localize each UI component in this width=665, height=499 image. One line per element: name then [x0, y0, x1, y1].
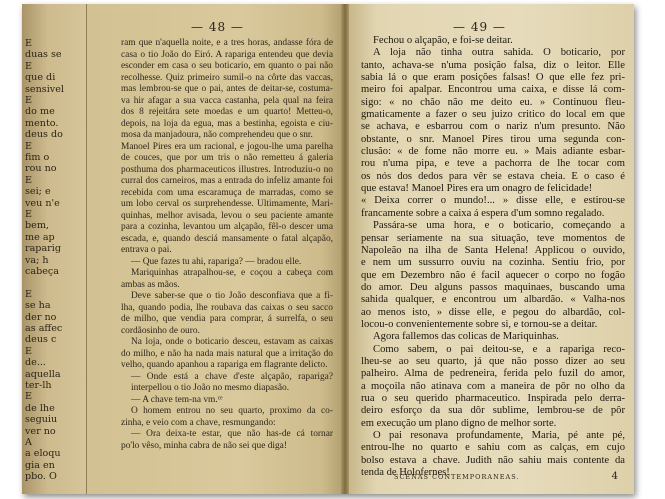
text-line: e nem um sussurro ouviu na cozinha. Sentiu frio, por — [361, 257, 625, 269]
text-line: Como sabem, o pai deitou-se, e a rapariga reco- — [373, 343, 625, 355]
text-line: — Que fazes tu ahi, rapariga? — bradou elle. — [131, 256, 302, 267]
text-line: Deve saber-se que o tio João desconfiava que a fi- — [131, 291, 333, 301]
previous-page-line: deus c — [25, 334, 57, 346]
text-line: quinhas, melhor avisada, levou o seu paciente amante — [121, 210, 333, 221]
previous-page-line: E — [25, 288, 33, 300]
text-line: casa o tio João do Eiró. A rapariga entendeu que devia — [121, 49, 333, 60]
previous-page-line: E — [25, 391, 33, 403]
text-line: rua o seu querido pharmaceutico. Inspirada pelo derra- — [361, 392, 625, 404]
page-footer — [394, 473, 619, 481]
text-line: deiro esforço da sua dôr sublime, lembrou-se de pôr — [361, 405, 625, 417]
text-line: se achava, e esbarrou com o nariz n'um presunto. Não — [361, 121, 625, 133]
previous-page-line: ver no — [25, 425, 56, 437]
text-line: Na loja, onde o boticario desceu, estavam as caixas — [131, 337, 333, 347]
previous-page-edge — [22, 4, 86, 494]
previous-page-line: me ap — [25, 231, 55, 243]
previous-page-line: E — [25, 60, 33, 72]
text-line: posthuma dos pharmaceuticos illustres. Introduziu-o no — [121, 164, 333, 175]
previous-page-line: E — [25, 140, 33, 152]
text-line: ambas as mãos. — [121, 279, 180, 290]
previous-page-line: va; h — [25, 254, 49, 266]
previous-page-line: deus do — [25, 129, 63, 141]
previous-page-line: a eloqu — [25, 448, 61, 460]
previous-page-line: cabeça — [25, 266, 60, 277]
text-line: a moçoila não atinava com a maneira de pôr no olho da — [361, 380, 625, 392]
previous-page-line: rou no — [25, 163, 57, 175]
text-line: de milho, que vendia para comprar, á surrelfa, o seu — [121, 314, 333, 324]
right-page-text — [361, 35, 625, 479]
text-line: po'lo vêso, minha cabra de não sei que diga! — [121, 440, 287, 451]
text-line: recebida com uma escaramuça de marradas, como se — [121, 187, 333, 198]
previous-page-line: E — [25, 209, 33, 220]
page-number: — 49 — — [453, 20, 506, 34]
text-line: esconder em casa o seu boticario, em quanto o pai não — [121, 61, 333, 71]
text-line: para a cozinha, levantou um alçapão, fêl-o descer uma — [121, 222, 333, 232]
previous-page-line: do me — [25, 106, 55, 118]
text-line: obstante, o snr. Manoel Pires tirou uma segunda con- — [361, 133, 625, 145]
previous-page-line: gia en — [25, 459, 55, 471]
text-line: A loja não tinha outra sahida. O boticario, por — [373, 47, 625, 59]
previous-page-line: sensivel — [25, 83, 64, 95]
text-line: locou-o convenientemente sobre si, e tornou-se a deitar. — [361, 318, 598, 330]
book-spread — [22, 4, 634, 494]
footer-label: SCENAS CONTEMPORANEAS. — [394, 473, 520, 481]
text-line: um lobo cerval os surprehendesse. Ultimamente, Mari- — [121, 199, 333, 209]
previous-page-line: que di — [25, 72, 56, 84]
text-line: dos 8 rejeitára sete moedas e um quarto! Metteu-o, — [121, 107, 333, 117]
previous-page-line: de... — [25, 357, 46, 369]
book-gutter — [341, 4, 349, 494]
text-line: sahida qualquer, e encontrou um albardão. « Valha-nos — [361, 294, 625, 306]
text-line: curral dos carneiros, mas a entrada do infeliz amante foi — [121, 176, 333, 186]
text-line: clusão: « de fome não morre eu. » Mais adiante esbar- — [361, 146, 625, 158]
previous-page-line: as affec — [25, 323, 63, 334]
previous-page-line: fim o — [25, 152, 50, 163]
previous-page-line: de lhe — [25, 402, 55, 414]
text-line: palheiro. Alma de pedreneira, ferida pelo fuzil do amor, — [361, 368, 625, 380]
text-line: « Deixa correr o mundo!... » disse elle, e estirou-se — [361, 195, 625, 207]
text-line: em execução um plano digno de melhor sorte. — [361, 417, 557, 429]
text-line: ram que n'aquella noite, e a tres horas, andasse fóra de — [121, 38, 333, 48]
text-line: que estava! Manoel Pires era um onagro de felicidade! — [361, 183, 593, 195]
previous-page-line: A — [25, 437, 32, 448]
previous-page-line: E — [25, 345, 33, 357]
text-line: Passára-se uma hora, e o boticario, começando a — [373, 220, 625, 232]
previous-page-line: seguiu — [25, 414, 58, 426]
text-line: do milho, e não ha nada mais natural que a irritação do — [121, 348, 333, 359]
text-line: Mariquinhas atrapalhou-se, e coçou a cabeça com — [131, 268, 333, 278]
text-line: tanto, achava-se n'uma posição falsa, diz o leitor. Elle — [361, 59, 625, 71]
page-number: — 48 — — [191, 20, 244, 34]
text-line: interpellou o tio João no mesmo diapasão. — [131, 383, 290, 393]
text-line: Agora fallemos das colicas de Mariquinhas. — [373, 331, 559, 343]
right-page — [349, 4, 634, 494]
text-line: que em Dezembro não é facil aquecer o corpo no fogão — [361, 269, 625, 281]
previous-page-line: se ha — [25, 300, 51, 312]
text-line: entrava o pai. — [121, 245, 172, 255]
previous-page-line: E — [25, 38, 33, 49]
text-line: velho, quando apanhou a rapariga em flagrante delicto. — [121, 360, 328, 370]
previous-page-line: pbo. O — [25, 471, 57, 483]
text-line: bolso estava a chave. Judith não sahiu mais contente da — [361, 454, 625, 466]
text-line: zinha, e veio com a chave, resmungando: — [121, 417, 276, 428]
text-line: — Ora deixa-te estar, que não has-de cá tornar — [131, 429, 333, 439]
text-line: francamente sobre a caixa á espera d'um somno regalado. — [361, 207, 605, 219]
previous-page-line: veu n'e — [25, 197, 60, 209]
left-page — [86, 4, 342, 494]
text-line: de couces, que por um tris o não remetteu á galeria — [121, 153, 333, 163]
previous-page-line: aquella — [25, 368, 61, 380]
text-line: cordãosinho de ouro. — [121, 325, 200, 336]
text-line: entrou-lhe no quarto e sahiu com as calças, em cujo — [361, 442, 625, 454]
text-line: gmaticamente a fazer o seu juizo critico do local em que — [361, 109, 625, 121]
text-line: pensar seriamente na sua situação, teve momentos de — [361, 232, 625, 244]
text-line: sabia lá o que eram posições falsas! O que elle fez pri- — [361, 72, 625, 84]
previous-page-line: der no — [25, 311, 57, 323]
text-line: rou n'uma pipa, e teve a pachorra de lhe tocar com — [361, 158, 625, 170]
previous-page-line: E — [25, 95, 33, 106]
text-line: do amor. Deu alguns passos maquinaes, buscando uma — [361, 281, 625, 293]
text-line: os nós dos dedos para vêr se estava cheia. E o caso é — [361, 170, 625, 182]
text-line: recolhesse. Quiz primeiro sumil-o na côrte das vaccas, — [121, 72, 333, 83]
text-line: — A chave tem-na vm.ᶜᵉ — [131, 394, 223, 405]
signature-mark: 4 — [611, 471, 619, 482]
previous-page-line: bem, — [25, 220, 49, 232]
text-line: sigo: « no chão não me deito eu. » Continuou fleu- — [361, 96, 625, 108]
previous-page-line: raparig — [25, 243, 61, 255]
text-line: va hir afagar a sua vacca castanha, pela qual na feira — [121, 95, 333, 106]
text-line: Napoleão na ilha de Santa Helena! Applicou o ouvido, — [361, 244, 625, 256]
text-line: escada, e, quando desciá mansamente o fatal alçapão, — [121, 233, 333, 244]
text-line: — Onde está a chave d'este alçapão, rapariga? — [131, 371, 333, 382]
text-line: tenda de Holofernes! — [361, 467, 450, 479]
text-line: O homem entrou no seu quarto, proximo da co- — [131, 406, 333, 416]
previous-page-line: E — [25, 174, 33, 186]
text-line: meiro foi apalpar. Encontrou uma caixa, e disse lá com- — [361, 84, 625, 96]
previous-page-line: ter-lh — [25, 380, 52, 391]
text-line: lheu-se ao seu quarto, já que não posso dizer ao seu — [361, 355, 625, 367]
text-line: depois, na loja da egua, mas a bestinha, egoista e ciu- — [121, 118, 333, 129]
left-page-text — [121, 38, 333, 452]
text-line: ao menos isto, » disse elle, e pegou do albardão, col- — [361, 306, 625, 318]
previous-page-line: mento. — [25, 117, 59, 129]
text-line: mosa da manjadoura, não comprehendeu que o snr. — [121, 130, 313, 140]
previous-page-line: duas se — [25, 49, 62, 61]
text-line: mas lembrou-se que o pai, antes de deitar-se, costuma- — [121, 84, 333, 94]
text-line: Fechou o alçapão, e foi-se deitar. — [373, 35, 513, 46]
previous-page-line: sei; e — [25, 186, 51, 198]
text-line: Manoel Pires era um racional, e jogou-lhe uma parelha — [121, 141, 333, 152]
text-line: lha, quando podia, lhe roubava das caixas o seu sacco — [121, 302, 333, 313]
text-line: O pai resonava profundamente, Maria, pé ante pé, — [373, 430, 625, 441]
